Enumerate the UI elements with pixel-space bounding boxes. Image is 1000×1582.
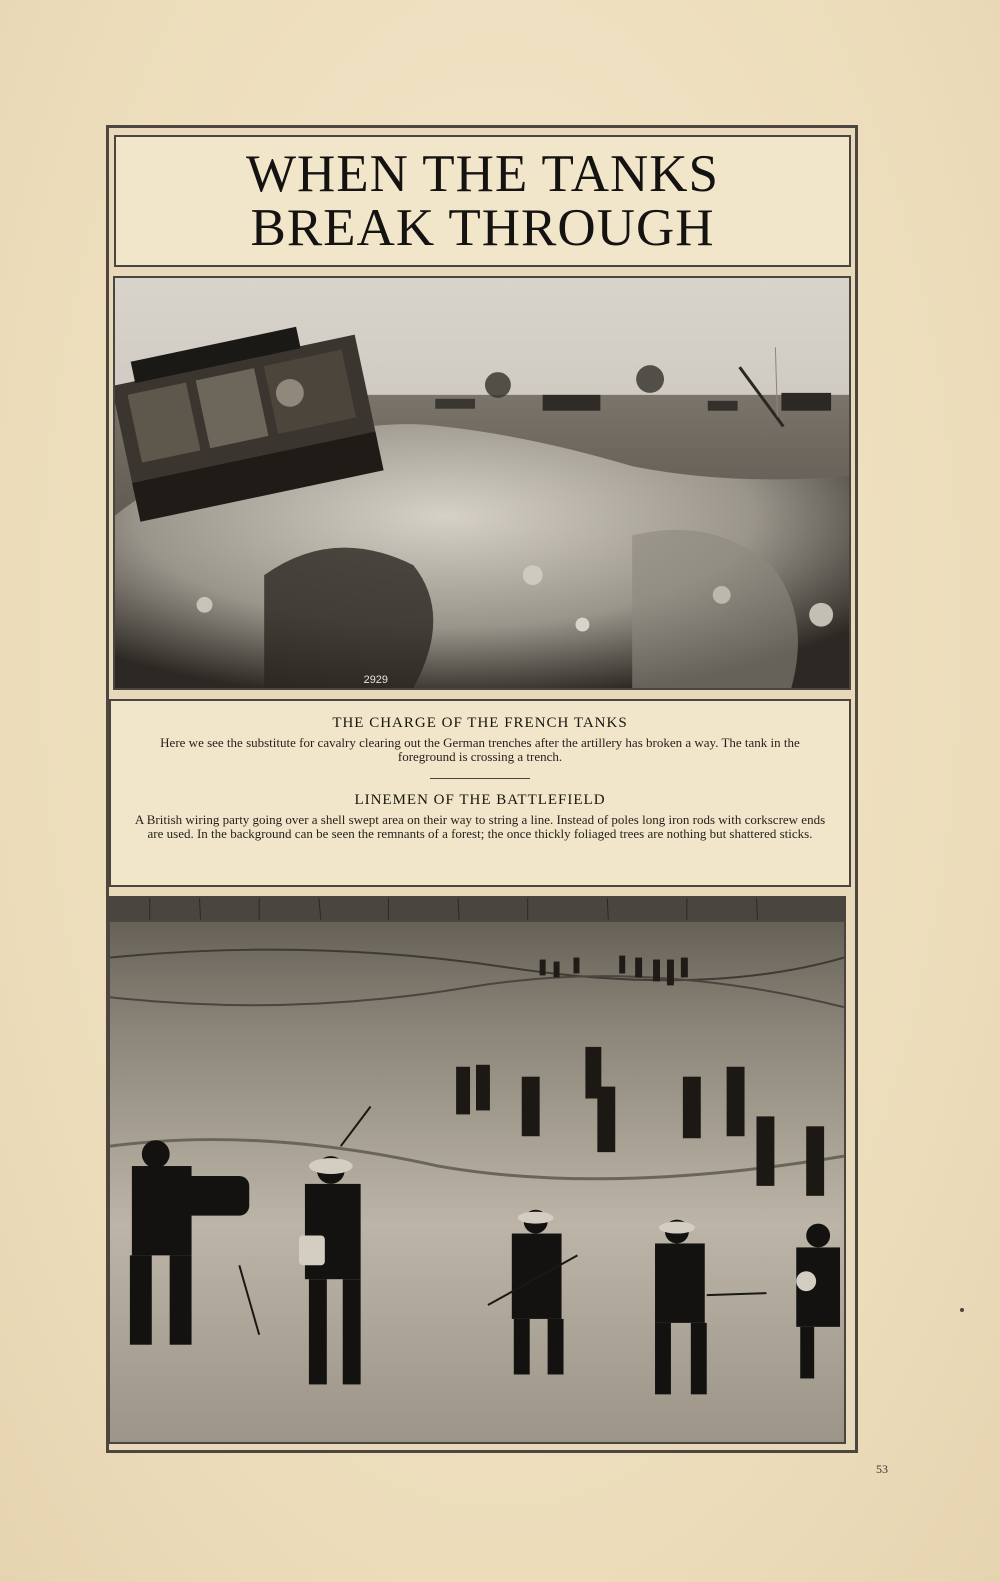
- page-number: 53: [876, 1462, 888, 1476]
- caption-french-tanks: [127, 715, 833, 764]
- caption-linemen: [127, 792, 833, 841]
- photo-french-tanks: [113, 276, 851, 690]
- negative-number: 2929: [363, 674, 388, 687]
- headline-line-1: WHEN THE TANKS: [246, 145, 719, 203]
- caption-title: THE CHARGE OF THE FRENCH TANKS: [332, 715, 628, 731]
- caption-title: LINEMEN OF THE BATTLEFIELD: [354, 792, 606, 808]
- headline-line-2: BREAK THROUGH: [250, 199, 715, 257]
- caption-body: A British wiring party going over a shell swept area on their way to string a line. Instead of poles long iron rods with corkscrew ends are used. In the background can be seen the remnants of a forest; the once thickly foliaged trees are nothing but shattered sticks.: [134, 812, 826, 841]
- paper-speck: [960, 1308, 964, 1312]
- caption-divider: [430, 778, 530, 779]
- caption-body: Here we see the substitute for cavalry clearing out the German trenches after the artillery has broken a way. The tank in the foreground is crossing a trench.: [160, 735, 800, 764]
- photo-linemen: [108, 896, 846, 1444]
- wiring-party-photo: [110, 898, 844, 1442]
- tank-trench-photo: [115, 278, 849, 688]
- caption-panel: [109, 699, 851, 887]
- headline-panel: [114, 135, 851, 267]
